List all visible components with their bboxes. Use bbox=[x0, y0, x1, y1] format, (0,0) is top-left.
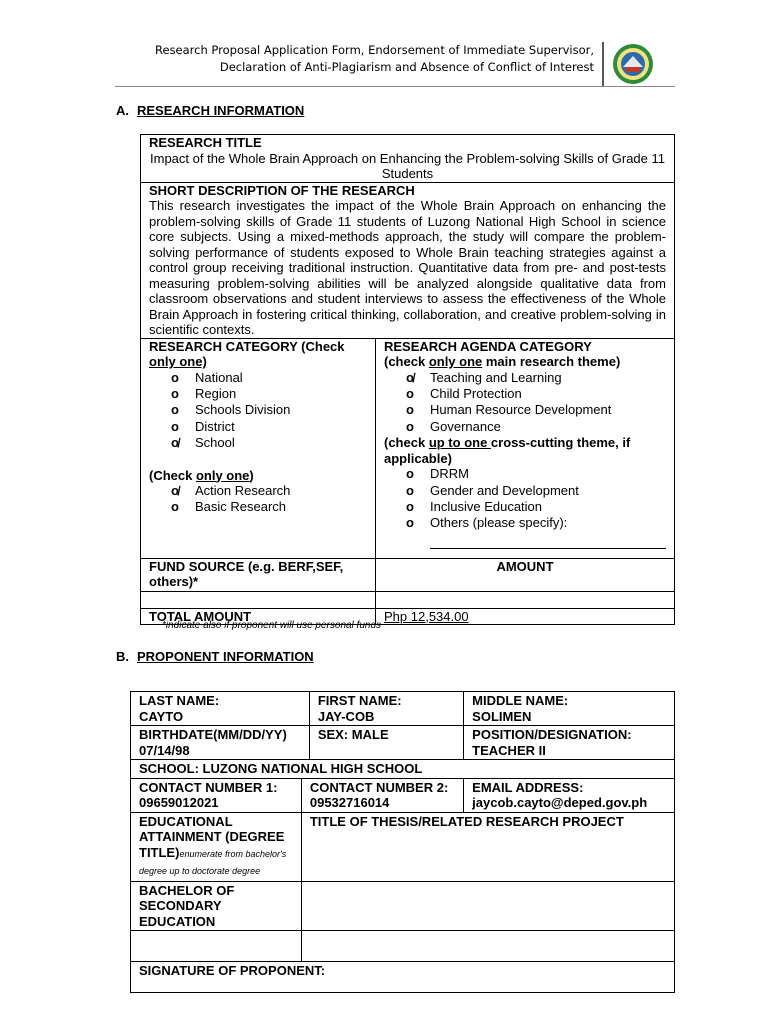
category-label: RESEARCH CATEGORY (Check bbox=[149, 338, 345, 354]
header-rule bbox=[115, 86, 675, 87]
checked-bullet-icon: o̸ bbox=[171, 483, 179, 499]
last-name-cell: LAST NAME: CAYTO bbox=[131, 692, 310, 726]
birthdate-value: 07/14/98 bbox=[139, 742, 190, 758]
amount-value[interactable] bbox=[376, 591, 675, 608]
section-b-heading: B. PROPONENT INFORMATION bbox=[116, 649, 314, 664]
research-type-options bbox=[149, 483, 367, 516]
bullet-icon: o bbox=[406, 482, 414, 498]
last-name-value: CAYTO bbox=[139, 708, 184, 724]
degree-cell: BACHELOR OF SECONDARY EDUCATION bbox=[131, 881, 302, 931]
agenda-theme-option-label: Governance bbox=[430, 418, 501, 434]
category-option-label: Region bbox=[195, 385, 237, 401]
research-title-label: RESEARCH TITLE bbox=[149, 135, 262, 150]
research-agenda-cell: RESEARCH AGENDA CATEGORY (check only one main research theme) o̸ Teaching and Learning o Child Protection o Human Resource Development o Governance (check up to one cross-cutting theme, if applicable) o DRRM o Gender and Development o Inclusive Education o Others (please specify): bbox=[376, 338, 675, 558]
others-specify-field[interactable] bbox=[430, 534, 666, 549]
agenda-theme-option[interactable] bbox=[406, 370, 666, 386]
cross-cutting-option-label: Gender and Development bbox=[430, 482, 579, 498]
research-title-cell bbox=[141, 135, 675, 183]
category-option-label: Schools Division bbox=[195, 402, 291, 418]
total-amount-value: Php 12,534.00 bbox=[384, 608, 469, 624]
category-option[interactable] bbox=[171, 435, 367, 451]
category-option-label: District bbox=[195, 418, 235, 434]
middle-name-cell: MIDDLE NAME: SOLIMEN bbox=[464, 692, 675, 726]
research-type-option[interactable] bbox=[171, 483, 367, 499]
cross-cutting-option-label: Inclusive Education bbox=[430, 498, 543, 514]
contact2-cell: CONTACT NUMBER 2: 09532716014 bbox=[301, 778, 463, 812]
birthdate-cell: BIRTHDATE(MM/DD/YY) 07/14/98 bbox=[131, 726, 310, 760]
category-label-underlined: only one) bbox=[149, 354, 207, 369]
contact1-value: 09659012021 bbox=[139, 795, 219, 810]
thesis-value-cell[interactable] bbox=[301, 881, 674, 931]
cross-cutting-option[interactable] bbox=[406, 499, 666, 515]
bullet-icon: o bbox=[406, 385, 414, 401]
contact1-cell: CONTACT NUMBER 1: 09659012021 bbox=[131, 778, 302, 812]
email-cell: EMAIL ADDRESS: jaycob.cayto@deped.gov.ph bbox=[464, 778, 675, 812]
cross-cutting-option[interactable] bbox=[406, 466, 666, 482]
thesis-blank-cell[interactable] bbox=[301, 931, 674, 962]
cross-cutting-option[interactable] bbox=[406, 515, 666, 531]
first-name-cell: FIRST NAME: JAY-COB bbox=[309, 692, 463, 726]
checked-bullet-icon: o̸ bbox=[406, 369, 414, 385]
signature-cell[interactable]: SIGNATURE OF PROPONENT: bbox=[131, 962, 675, 993]
agenda-theme-option[interactable] bbox=[406, 419, 666, 435]
contact2-value: 09532716014 bbox=[309, 795, 390, 810]
section-a-heading: A. RESEARCH INFORMATION bbox=[116, 103, 305, 118]
amount-label: AMOUNT bbox=[376, 558, 675, 591]
fund-note: *indicate also if proponent will use personal funds bbox=[162, 620, 382, 631]
category-option[interactable] bbox=[171, 386, 367, 402]
bullet-icon: o bbox=[406, 498, 414, 514]
agenda-label: RESEARCH AGENDA CATEGORY bbox=[384, 338, 592, 354]
header-divider bbox=[602, 42, 604, 86]
degree-blank-cell[interactable] bbox=[131, 931, 302, 962]
research-type-option[interactable] bbox=[171, 499, 367, 515]
category-options bbox=[149, 370, 367, 452]
document-header bbox=[120, 42, 600, 82]
research-type-option-label: Action Research bbox=[195, 483, 291, 499]
middle-name-value: SOLIMEN bbox=[472, 708, 532, 724]
total-amount-label: TOTAL AMOUNT bbox=[141, 608, 376, 625]
position-cell: POSITION/DESIGNATION: TEACHER II bbox=[464, 726, 675, 760]
bullet-icon: o bbox=[171, 402, 179, 418]
research-category-cell: RESEARCH CATEGORY (Check only one) o National o Region o Schools Division o District o̸ School (Check only one) o̸ Action Research o Basic Research bbox=[141, 338, 376, 558]
agenda-theme-option-label: Teaching and Learning bbox=[430, 369, 562, 385]
description-label: SHORT DESCRIPTION OF THE RESEARCH bbox=[149, 182, 415, 198]
bullet-icon: o bbox=[171, 418, 179, 434]
cross-cutting-option[interactable] bbox=[406, 483, 666, 499]
sex-cell: SEX: MALE bbox=[309, 726, 463, 760]
education-label-cell: EDUCATIONAL ATTAINMENT (DEGREE TITLE)enumerate from bachelor's degree up to doctorate degree bbox=[131, 812, 302, 881]
agenda-theme-options bbox=[384, 370, 666, 436]
school-cell: SCHOOL: LUZONG NATIONAL HIGH SCHOOL bbox=[131, 760, 675, 779]
proponent-info-table bbox=[130, 691, 675, 993]
bullet-icon: o bbox=[406, 515, 414, 531]
fund-source-label: FUND SOURCE (e.g. BERF,SEF, others)* bbox=[141, 558, 376, 591]
category-option-label: School bbox=[195, 435, 235, 451]
description-cell bbox=[141, 182, 675, 338]
agenda-theme-option-label: Child Protection bbox=[430, 385, 522, 401]
fund-source-value[interactable] bbox=[141, 591, 376, 608]
research-info-table bbox=[140, 134, 675, 625]
bullet-icon: o bbox=[171, 499, 179, 515]
bullet-icon: o bbox=[406, 418, 414, 434]
research-type-option-label: Basic Research bbox=[195, 499, 287, 515]
cross-cutting-option-label: DRRM bbox=[430, 466, 469, 482]
checked-bullet-icon: o̸ bbox=[171, 435, 179, 451]
agenda-theme-option[interactable] bbox=[406, 386, 666, 402]
position-value: TEACHER II bbox=[472, 742, 546, 758]
agenda-theme-option-label: Human Resource Development bbox=[430, 402, 612, 418]
bullet-icon: o bbox=[406, 402, 414, 418]
cross-cutting-option-label: Others (please specify): bbox=[430, 515, 568, 531]
bullet-icon: o bbox=[171, 369, 179, 385]
cross-cutting-options bbox=[384, 466, 666, 532]
bullet-icon: o bbox=[171, 385, 179, 401]
deped-seal-icon bbox=[612, 43, 654, 85]
education-hint: enumerate from bachelor's degree up to doctorate degree bbox=[139, 848, 287, 876]
email-value: jaycob.cayto@deped.gov.ph bbox=[472, 795, 648, 810]
header-line-1: Research Proposal Application Form, Endorsement of Immediate Supervisor, bbox=[155, 43, 594, 57]
bullet-icon: o bbox=[406, 466, 414, 482]
category-option[interactable] bbox=[171, 419, 367, 435]
category-option[interactable] bbox=[171, 402, 367, 418]
header-line-2: Declaration of Anti-Plagiarism and Absence of Conflict of Interest bbox=[219, 60, 594, 74]
first-name-value: JAY-COB bbox=[317, 708, 375, 724]
category-option[interactable] bbox=[171, 370, 367, 386]
description-value: This research investigates the impact of the Whole Brain Approach on enhancing the problem-solving skills of Grade 11 students of Luzong National High School in science core subjects. Using a mixed-methods approach, the study will compare the problem-solving performance of students exposed to Whole Brain teaching strategies against a control group receiving traditional instruction. Quantitative data from pre- and post-tests measuring problem-solving abilities will be analyzed alongside qualitative data from classroom observations and student interviews to assess the effectiveness of the Whole Brain Approach in fostering critical thinking, collaboration, and creative problem-solving in scientific contexts. bbox=[149, 198, 666, 337]
category-option-label: National bbox=[195, 369, 243, 385]
thesis-label-cell: TITLE OF THESIS/RELATED RESEARCH PROJECT bbox=[301, 812, 674, 881]
research-title-value: Impact of the Whole Brain Approach on Enhancing the Problem-solving Skills of Grade 11 Students bbox=[150, 150, 665, 181]
agenda-theme-option[interactable] bbox=[406, 402, 666, 418]
